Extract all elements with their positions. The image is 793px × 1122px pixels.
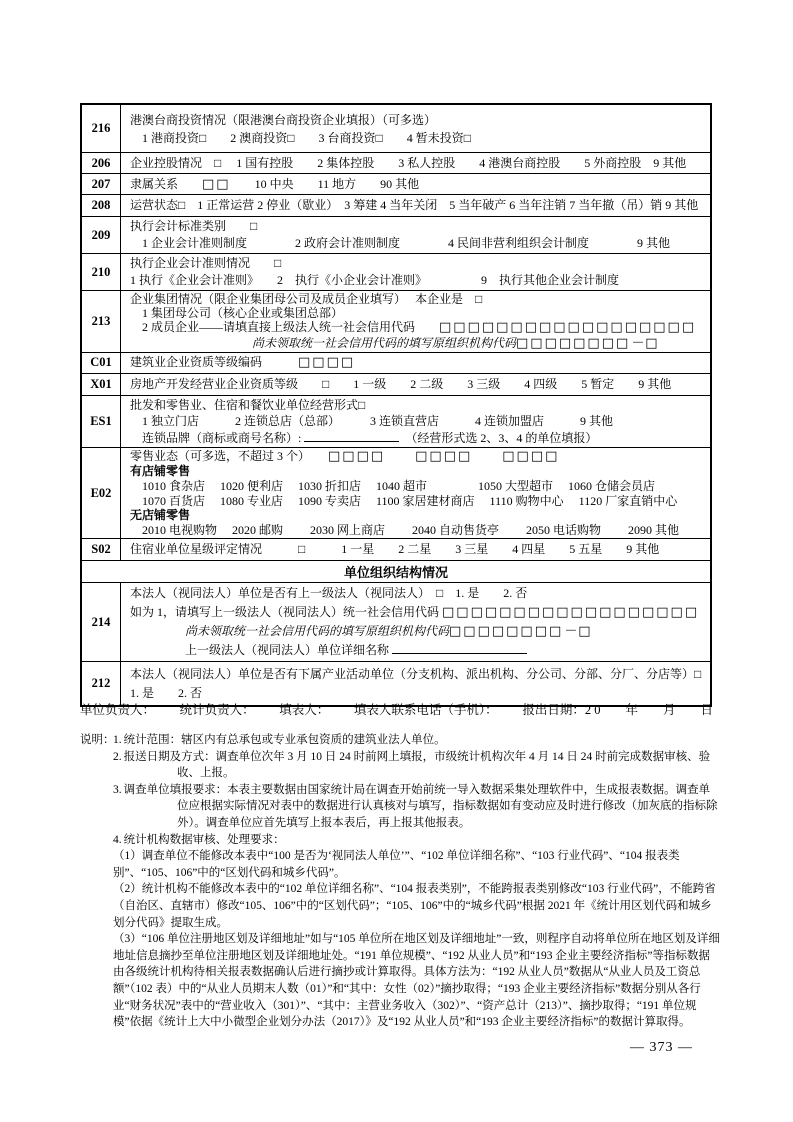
form-row-ES1 [82,395,710,447]
row-line: 批发和零售业、住宿和餐饮业单位经营形式□ [130,397,366,412]
form-row-209 [82,216,710,253]
row-line [130,176,706,193]
row-code: 206 [82,153,121,173]
note-item-4-sub-3: （3）“106 单位注册地区划及详细地址”如与“105 单位所在地区划及详细地址”一致，则程序自动将单位所在地区划及详细地址信息摘抄至单位注册地区划及详细地址处。“191 单位规模”、“192 从业人员”和“193 企业主要经济指标”等指标数据由各级统计机构待相关报表数据确认后进行摘抄或计算取得。具体方法为：“192 从业人员”数据从“从业人员及工资总额”（102 表）中的“从业人员期末人数（01）”和“其中：女性（02）”摘抄取得；“193 企业主要经济指标”数据分别从各行业“财务状况”表中的“营业收入（301）”、“其中：主营业务收入（302）”、“资产总计（213）”、摘抄取得；“191 单位规模”依据《统计上大中小微型企业划分办法（2017）》及“192 从业人员”和“193 企业主要经济指标”的数据计算取得。 [113,933,720,1029]
text-segment: 零售业态（可多选，不超过 3 个） [130,448,329,463]
form-row-210 [82,253,710,290]
form-filler-label: 填表人： [279,703,330,717]
form-row-207 [82,173,710,194]
text-segment: 10 中央 11 地方 90 其他 [230,176,420,191]
credit-code-boxes: □□□□□□□□□□□□□□□□□□ [442,605,700,621]
row-line: 1010 食杂店 1020 便利店 1030 折扣店 1040 超市 1050 大型超市 1060 仓储会员店 [142,479,656,493]
row-code: X01 [82,374,121,395]
text-segment: 如为 1，请填写上一级法人（视同法人）统一社会信用代码 [130,605,443,620]
row-line: 1070 百货店 1080 专业店 1090 专卖店 1100 家居建材商店 1110 购物中心 1120 厂家直销中心 [142,493,678,508]
basic-unit-info-table [80,103,712,707]
form-row-214 [82,582,710,661]
org-code-boxes: □□□□□□□□－□ [516,335,660,351]
row-code: E02 [82,448,121,539]
note-item-4: 4. 统计机构数据审核、处理要求： [113,833,285,846]
row-line [130,622,706,641]
text-segment: 尚未领取统一社会信用代码的填写原组织机构代码 [252,335,517,350]
text-segment: 上一级法人（视同法人）单位详细名称 [185,643,393,658]
note-item-3: 3. 调查单位填报要求：本表主要数据由国家统计局在调查开始前统一导入数据采集处理软件中，生成报表数据。调查单位应根据实际情况对表中的数据进行认真核对与填写，指标数据如有变动应及时进行修改（加灰底的指标除外）。调查单位应首先填写上报本表后，再上报其他报表。 [113,783,718,829]
text-segment: （经营形式选 2、3、4 的单位填报） [399,430,598,445]
row-line: 企业控股情况 □ 1 国有控股 2 集体控股 3 私人控股 4 港澳台商控股 5 外商控股 9 其他 [130,155,687,170]
row-code: ES1 [82,396,121,447]
note-item-1: 1. 统计范围：辖区内有总承包或专业承包资质的建筑业法人单位。 [113,734,446,746]
notes-body [113,732,721,1031]
row-line [130,449,706,465]
row-line: 港澳台商投资情况（限港澳台商投资企业填报）（可多选） [130,112,437,127]
form-row-206 [82,152,710,173]
row-code: 213 [82,291,121,352]
row-line: 执行企业会计准则情况 □ [130,256,282,270]
report-date-label: 报出日期：2 0 年 月 日 [522,703,713,717]
row-line: 企业集团情况（限企业集团母公司及成员企业填写） 本企业是 □ [130,292,483,306]
text-segment: 隶属关系 [130,176,203,191]
row-code: 214 [82,583,121,661]
form-row-213 [82,290,710,352]
note-item-4-sub-1: （1）调查单位不能修改本表中“100 是否为‘视同法人单位’”、“102 单位详细名称”、“103 行业代码”、“104 报表类别”、“105、106”中的“区划代码和城乡代码”。 [113,850,680,879]
row-subheading: 无店铺零售 [130,508,191,523]
page-number: — 373 — [630,1040,693,1055]
row-code: 209 [82,217,121,253]
text-segment: 连锁品牌（商标或商号名称）: [142,430,305,445]
text-segment: 建筑业企业资质等级编码 [130,355,299,370]
row-code: S02 [82,539,121,560]
row-line: 住宿业单位星级评定情况 □ 1 一星 2 二星 3 三星 4 四星 5 五星 9 其他 [130,542,660,557]
form-row-208 [82,194,710,216]
row-line [130,429,706,446]
row-line [130,320,706,335]
checkbox-run: □□ [202,176,231,192]
form-row-216 [82,105,710,152]
row-line: 房地产开发经营业企业资质等级 □ 1 一级 2 二级 3 三级 4 四级 5 暂定 9 其他 [130,376,672,391]
row-code: 216 [82,105,121,152]
row-code: 210 [82,254,121,290]
row-line: 1. 是 2. 否 [130,685,203,700]
note-item-2: 2. 报送日期及方式：调查单位次年 3 月 10 日 24 时前网上填报，市级统计机构次年 4 月 14 日 24 时前完成数据审核、验收、上报。 [113,750,711,780]
text-segment: 尚未领取统一社会信用代码的填写原组织机构代码 [185,624,450,639]
unit-head-label: 单位负责人： [80,703,156,717]
row-line [130,354,706,371]
row-line: 1 执行《企业会计准则》 2 执行《小企业会计准则》 9 执行其他企业会计制度 [130,273,620,287]
row-line: 1 独立门店 2 连锁总店（总部） 3 连锁直营店 4 连锁加盟店 9 其他 [142,413,614,428]
section-header-org-structure [82,560,710,582]
row-line: 运营状态□ 1 正常运营 2 停业（歇业） 3 筹建 4 当年关闭 5 当年破产 6 当年注销 7 当年撤（吊）销 9 其他 [130,198,699,212]
org-code-boxes: □□□□□□□□－□ [449,624,593,640]
row-line: 1 港商投资□ 2 澳商投资□ 3 台商投资□ 4 暂未投资□ [142,130,471,145]
statistics-head-label: 统计负责人： [179,703,255,717]
notes-label: 说明： [80,734,115,746]
fill-in-blank-underline [392,641,527,654]
row-line [130,336,706,351]
grade-code-boxes: □□□□ [298,355,356,371]
retail-format-boxes: □□□□ □□□□ □□□□ [328,448,560,464]
row-line: 2010 电视购物 2020 邮购 2030 网上商店 2040 自动售货亭 2050 电话购物 2090 其他 [142,522,680,537]
section-header-text: 单位组织结构情况 [343,565,448,581]
row-code: 207 [82,174,121,194]
row-line: 执行会计标准类别 □ [130,219,258,233]
row-code: 212 [82,662,121,705]
row-code: 208 [82,195,121,216]
notes-section [80,732,721,1031]
row-line: 1 企业会计准则制度 2 政府会计准则制度 4 民间非营利组织会计制度 9 其他 [142,236,671,250]
row-line [130,641,706,660]
text-segment: 2 成员企业——请填直接上级法人统一社会信用代码 [142,320,440,335]
form-row-S02 [82,538,710,560]
signature-line [80,700,713,718]
row-line: 本法人（视同法人）单位是否有上一级法人（视同法人） □ 1. 是 2. 否 [130,586,528,601]
form-row-C01 [82,352,710,373]
row-subheading: 有店铺零售 [130,464,191,479]
form-row-212 [82,661,710,705]
credit-code-boxes: □□□□□□□□□□□□□□□□□□ [439,320,697,336]
form-row-E02 [82,447,710,539]
contact-phone-label: 填表人联系电话（手机）： [353,703,498,717]
row-line [130,603,706,622]
row-code: C01 [82,353,121,373]
row-line: 1 集团母公司（核心企业或集团总部） [142,306,344,321]
row-line: 本法人（视同法人）单位是否有下属产业活动单位（分支机构、派出机构、分公司、分部、分厂、分店等）□ [130,666,702,681]
note-item-4-sub-2: （2）统计机构不能修改本表中的“102 单位详细名称”、“104 报表类别”，不能跨报表类别修改“103 行业代码”，不能跨省（自治区、直辖市）修改“105、106”中的“区划代码”；“105、106”中的“城乡代码”根据 2021 年《统计用区划代码和城乡划分代码》提取生成。 [113,883,716,929]
fill-in-blank-underline [304,429,399,442]
form-row-X01 [82,373,710,395]
